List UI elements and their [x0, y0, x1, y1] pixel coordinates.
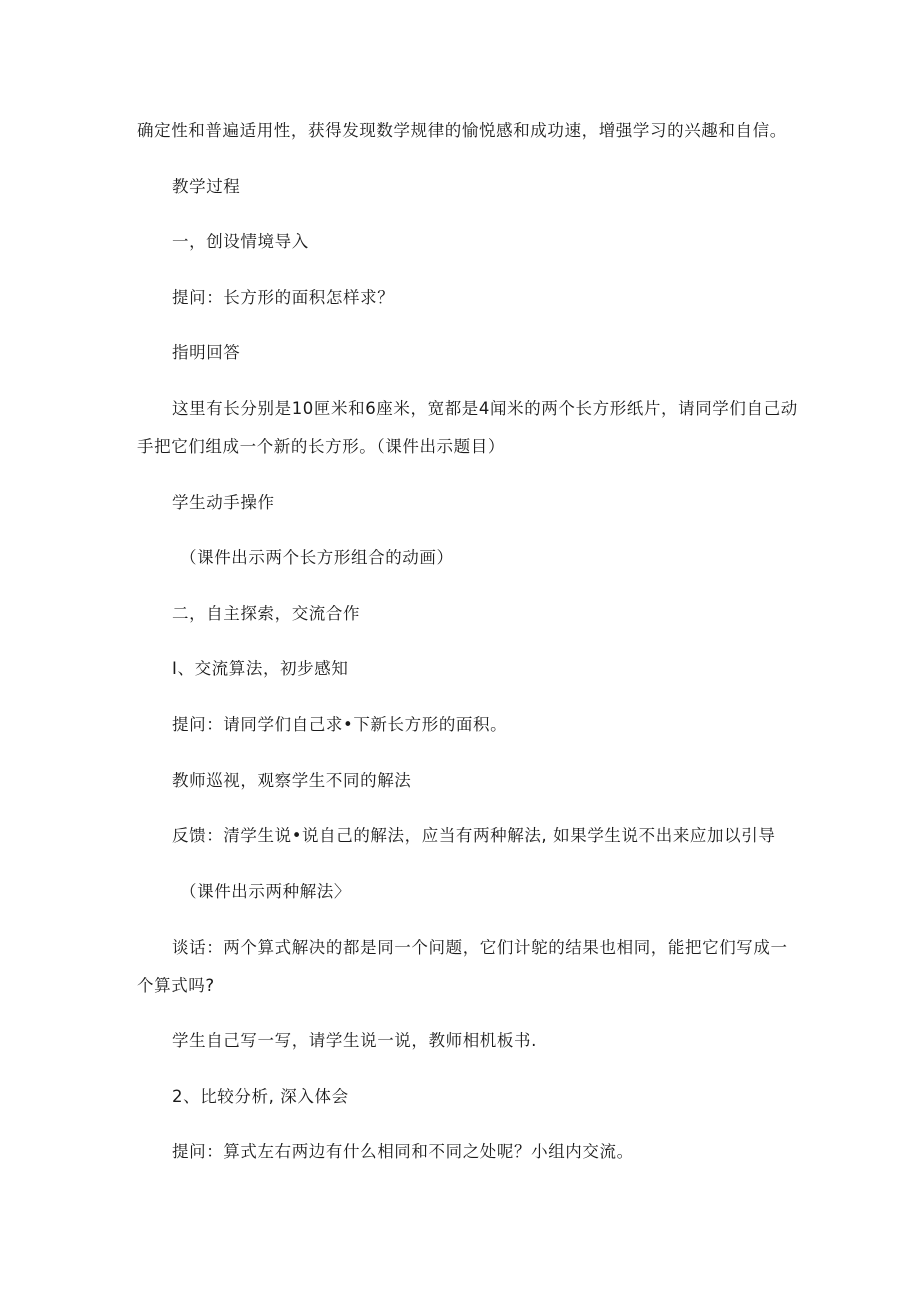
teacher-activity-line: 教师巡视，观察学生不同的解法 [172, 771, 412, 790]
discussion-line-continued: 个算式吗? [137, 976, 215, 995]
courseware-note: （课件出示两种解法〉 [180, 882, 351, 901]
intro-paragraph-end: 确定性和普遍适用性，获得发现数学规律的愉悦感和成功速，增强学习的兴趣和自信。 [137, 121, 787, 140]
paragraph-line-continued: 手把它们组成一个新的长方形。（课件出示题目） [137, 437, 505, 456]
section-heading-teaching-process: 教学过程 [172, 177, 241, 196]
courseware-note: （课件出示两个长方形组合的动画） [180, 548, 454, 567]
section-heading-2: 二，自主探索，交流合作 [172, 604, 361, 623]
instruction-line: 指明回答 [172, 343, 241, 362]
paragraph-line: 这里有长分别是10匣米和6座米，宽都是4闻米的两个长方形纸片，请同学们自己动 [172, 399, 798, 418]
activity-line: 学生动手操作 [172, 493, 275, 512]
question-line: 提问：请同学们自己求•下新长方形的面积。 [172, 715, 508, 734]
subsection-heading-1: I、交流算法，初步感知 [172, 659, 349, 678]
discussion-line: 谈话：两个算式解决的都是同一个问题，它们计鸵的结果也相同，能把它们写成一 [172, 938, 788, 957]
subsection-heading-2: 2、比较分析, 深入体会 [172, 1087, 349, 1106]
student-activity-line: 学生自己写一写，请学生说一说，教师相机板书. [172, 1031, 537, 1050]
feedback-line: 反馈：清学生说•说自己的解法，应当有两种解法, 如果学生说不出来应加以引导 [172, 826, 776, 845]
section-heading-1: 一，创设情境导入 [172, 232, 309, 251]
question-line: 提问：长方形的面积怎样求？ [172, 288, 395, 307]
question-line: 提问：算式左右两边有什么相同和不同之处呢？小组内交流。 [172, 1142, 634, 1161]
